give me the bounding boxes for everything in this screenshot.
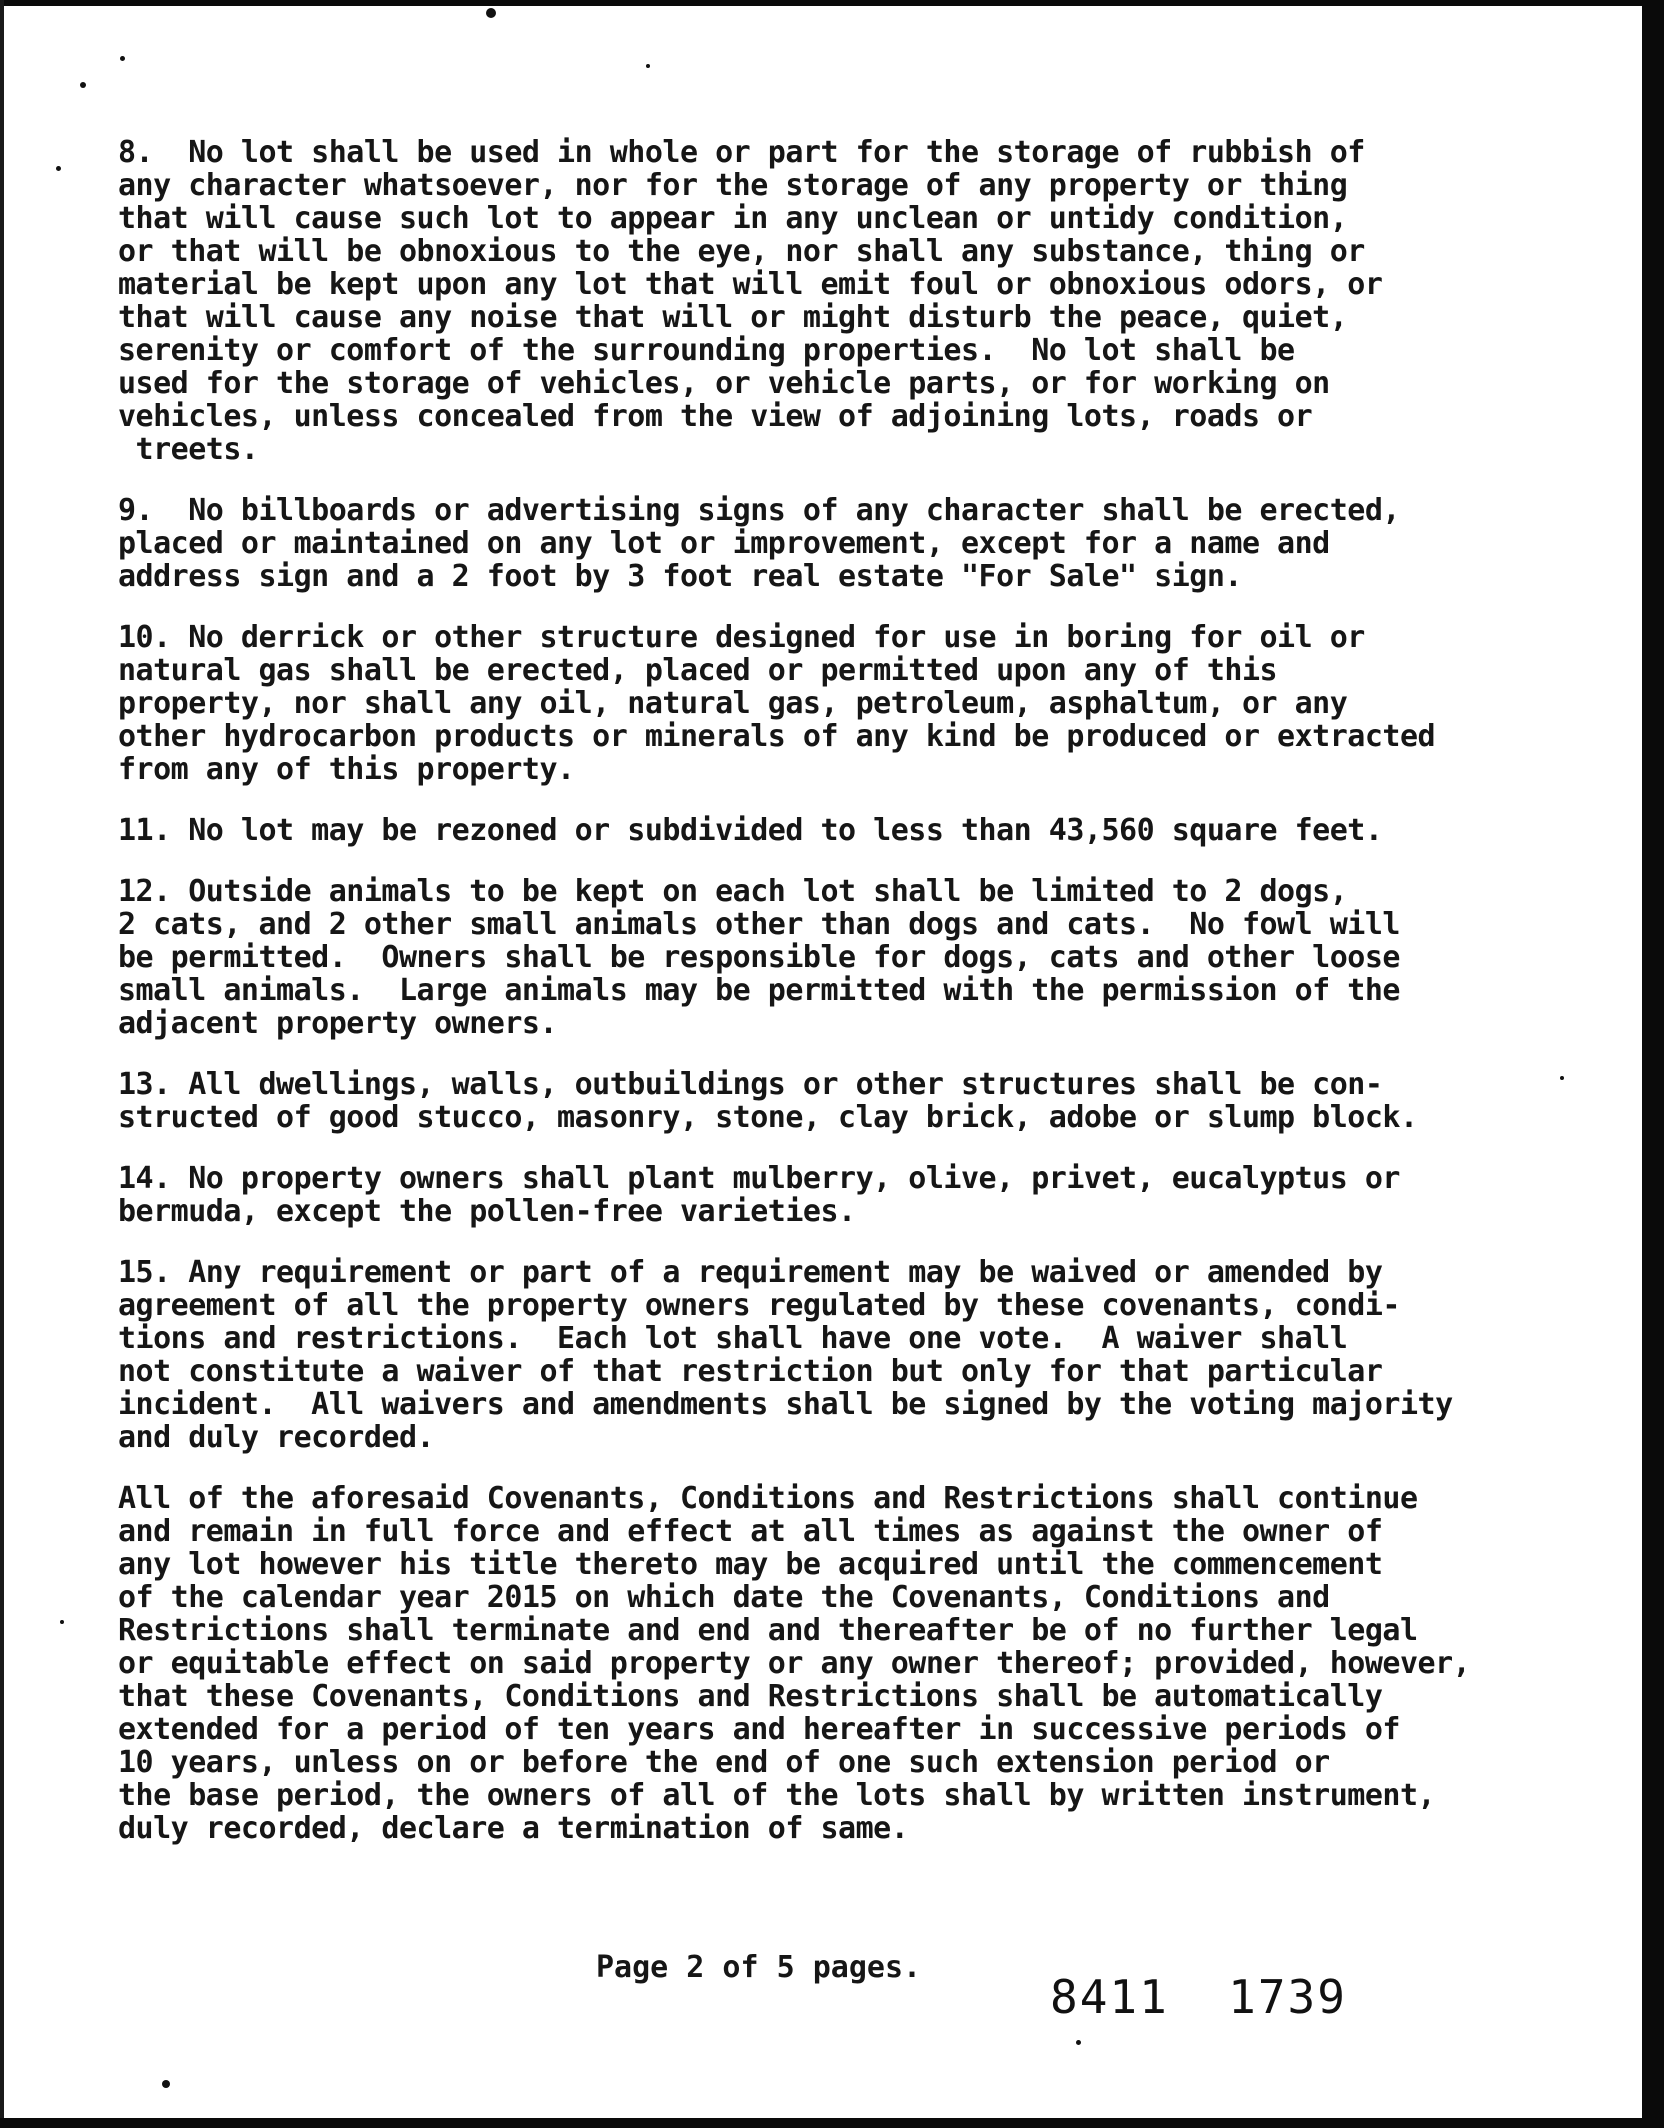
covenants-text — [118, 136, 1578, 1873]
scan-speck — [56, 166, 61, 171]
text-line: bermuda, except the pollen-free varieties. — [118, 1194, 856, 1229]
text-line: 8. No lot shall be used in whole or part for the storage of rubbish of — [118, 135, 1365, 170]
paragraph-10 — [118, 621, 1578, 786]
text-line: treets. — [118, 432, 259, 467]
text-line: All of the aforesaid Covenants, Conditions and Restrictions shall continue — [118, 1481, 1418, 1516]
scan-border-top — [0, 0, 1664, 6]
page-number-footer: Page 2 of 5 pages. — [596, 1950, 922, 1985]
text-line: 9. No billboards or advertising signs of any character shall be erected, — [118, 493, 1400, 528]
text-line: any lot however his title thereto may be acquired until the commencement — [118, 1547, 1383, 1582]
text-line: tions and restrictions. Each lot shall have one vote. A waiver shall — [118, 1321, 1348, 1356]
text-line: 2 cats, and 2 other small animals other than dogs and cats. No fowl will — [118, 907, 1400, 942]
text-line: any character whatsoever, nor for the storage of any property or thing — [118, 168, 1348, 203]
text-line: agreement of all the property owners regulated by these covenants, condi- — [118, 1288, 1400, 1323]
scan-border-left — [0, 0, 4, 2128]
text-line: used for the storage of vehicles, or vehicle parts, or for working on — [118, 366, 1330, 401]
text-line: not constitute a waiver of that restriction but only for that particular — [118, 1354, 1383, 1389]
text-line: placed or maintained on any lot or improvement, except for a name and — [118, 526, 1330, 561]
text-line: or equitable effect on said property or any owner thereof; provided, however, — [118, 1646, 1471, 1681]
scan-speck — [1076, 2040, 1081, 2045]
paragraph-11 — [118, 814, 1578, 847]
text-line: or that will be obnoxious to the eye, nor shall any substance, thing or — [118, 234, 1365, 269]
text-line: duly recorded, declare a termination of same. — [118, 1811, 909, 1846]
text-line: extended for a period of ten years and hereafter in successive periods of — [118, 1712, 1400, 1747]
paragraph-14 — [118, 1162, 1578, 1228]
text-line: that these Covenants, Conditions and Restrictions shall be automatically — [118, 1679, 1383, 1714]
text-line: 12. Outside animals to be kept on each lot shall be limited to 2 dogs, — [118, 874, 1348, 909]
text-line: serenity or comfort of the surrounding properties. No lot shall be — [118, 333, 1295, 368]
scan-speck — [646, 64, 650, 68]
scan-speck — [120, 56, 125, 61]
text-line: 11. No lot may be rezoned or subdivided to less than 43,560 square feet. — [118, 813, 1383, 848]
paragraph-9 — [118, 494, 1578, 593]
text-line: be permitted. Owners shall be responsible for dogs, cats and other loose — [118, 940, 1400, 975]
text-line: and duly recorded. — [118, 1420, 435, 1455]
text-line: and remain in full force and effect at all times as against the owner of — [118, 1514, 1383, 1549]
text-line: the base period, the owners of all of the lots shall by written instrument, — [118, 1778, 1436, 1813]
text-line: natural gas shall be erected, placed or permitted upon any of this — [118, 653, 1278, 688]
paragraph-15 — [118, 1256, 1578, 1454]
paragraph-13 — [118, 1068, 1578, 1134]
text-line: Restrictions shall terminate and end and thereafter be of no further legal — [118, 1613, 1418, 1648]
text-line: 10 years, unless on or before the end of one such extension period or — [118, 1745, 1330, 1780]
scan-speck — [486, 8, 496, 18]
text-line: address sign and a 2 foot by 3 foot real estate "For Sale" sign. — [118, 559, 1242, 594]
text-line: property, nor shall any oil, natural gas, petroleum, asphaltum, or any — [118, 686, 1348, 721]
paragraph-12 — [118, 875, 1578, 1040]
scan-border-bottom — [0, 2118, 1664, 2128]
text-line: vehicles, unless concealed from the view of adjoining lots, roads or — [118, 399, 1313, 434]
scan-border-right — [1642, 0, 1664, 2128]
recording-stamp-number: 8411 1739 — [1050, 1970, 1347, 2024]
paragraph-termination — [118, 1482, 1578, 1845]
text-line: 13. All dwellings, walls, outbuildings or other structures shall be con- — [118, 1067, 1383, 1102]
text-line: that will cause such lot to appear in any unclean or untidy condition, — [118, 201, 1348, 236]
text-line: other hydrocarbon products or minerals of any kind be produced or extracted — [118, 719, 1436, 754]
text-line: of the calendar year 2015 on which date the Covenants, Conditions and — [118, 1580, 1330, 1615]
paragraph-8 — [118, 136, 1578, 466]
text-line: 15. Any requirement or part of a requirement may be waived or amended by — [118, 1255, 1383, 1290]
text-line: from any of this property. — [118, 752, 575, 787]
text-line: 14. No property owners shall plant mulberry, olive, privet, eucalyptus or — [118, 1161, 1400, 1196]
text-line: incident. All waivers and amendments shall be signed by the voting majority — [118, 1387, 1453, 1422]
scan-speck — [60, 1620, 64, 1624]
text-line: 10. No derrick or other structure designed for use in boring for oil or — [118, 620, 1365, 655]
text-line: structed of good stucco, masonry, stone, clay brick, adobe or slump block. — [118, 1100, 1418, 1135]
text-line: small animals. Large animals may be permitted with the permission of the — [118, 973, 1400, 1008]
text-line: that will cause any noise that will or might disturb the peace, quiet, — [118, 300, 1348, 335]
scan-speck — [80, 82, 86, 88]
text-line: material be kept upon any lot that will emit foul or obnoxious odors, or — [118, 267, 1383, 302]
text-line: adjacent property owners. — [118, 1006, 558, 1041]
scan-speck — [162, 2080, 170, 2088]
